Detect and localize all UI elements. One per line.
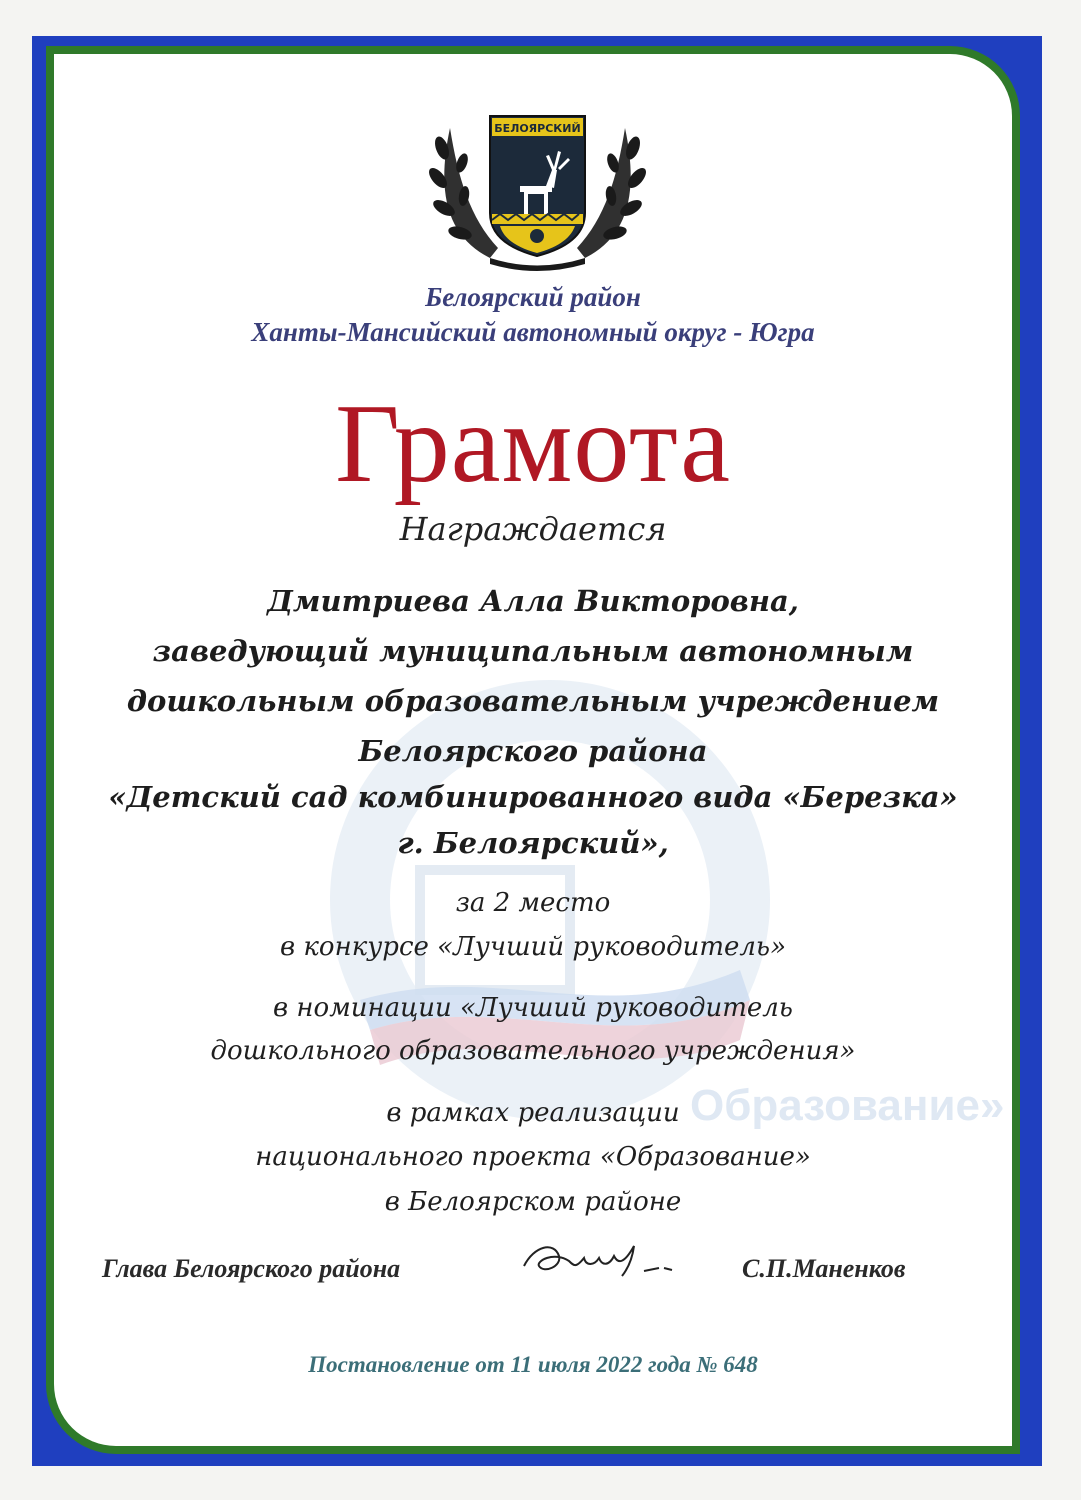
award-contest: в конкурсе «Лучший руководитель» — [280, 932, 786, 962]
watermark-text: Образование» — [690, 1081, 1005, 1130]
header-region: Ханты-Мансийский автономный округ - Югра — [251, 317, 815, 347]
emblem-banner-text: БЕЛОЯРСКИЙ — [494, 122, 581, 135]
coat-of-arms-icon — [420, 108, 655, 273]
handwritten-signature-icon — [514, 1236, 684, 1286]
award-framework-line3: в Белоярском районе — [384, 1187, 682, 1217]
signatory-position: Глава Белоярского района — [102, 1254, 401, 1283]
recipient-district: Белоярского района — [358, 734, 708, 768]
award-nomination-line2: дошкольного образовательного учреждения» — [210, 1036, 856, 1066]
recipient-institution-name: «Детский сад комбинированного вида «Березка» — [108, 780, 958, 814]
recipient-city: г. Белоярский», — [397, 826, 669, 860]
award-place: за 2 место — [455, 888, 611, 918]
recipient-name: Дмитриева Алла Викторовна, — [267, 584, 799, 618]
recipient-institution-type: дошкольным образовательным учреждением — [126, 684, 940, 718]
decree-reference: Постановление от 11 июля 2022 года № 648 — [308, 1352, 758, 1377]
signatory-name: С.П.Маненков — [742, 1254, 906, 1283]
award-nomination-line1: в номинации «Лучший руководитель — [273, 993, 793, 1023]
award-framework-line2: национального проекта «Образование» — [255, 1142, 811, 1172]
award-framework-line1: в рамках реализации — [386, 1098, 680, 1128]
header-district: Белоярский район — [425, 282, 641, 312]
signature-row — [54, 1254, 1012, 1294]
certificate-title: Грамота — [335, 382, 731, 506]
awarded-label: Награждается — [399, 510, 667, 548]
recipient-position: заведующий муниципальным автономным — [152, 634, 914, 668]
